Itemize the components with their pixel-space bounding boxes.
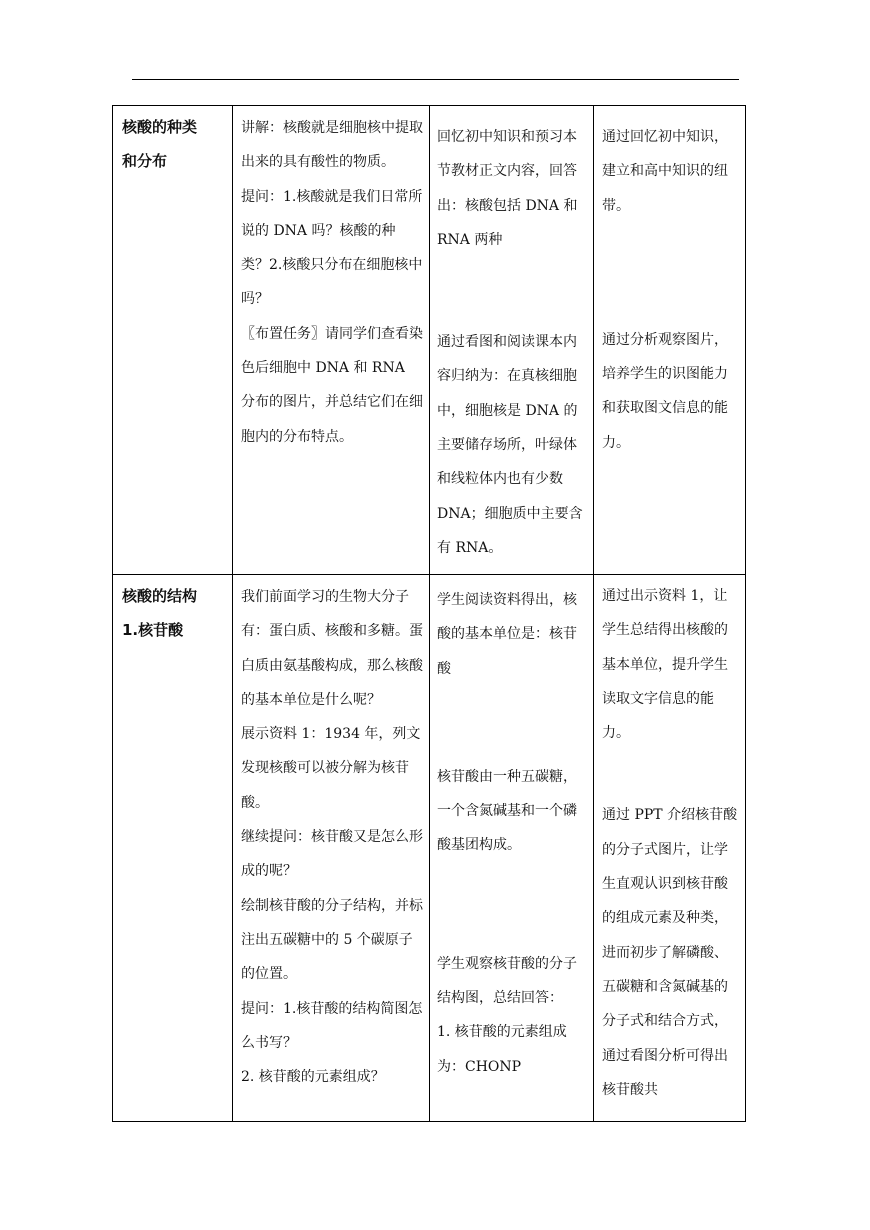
topic-cell bbox=[113, 575, 233, 1122]
intent-paragraph: 通过出示资料 1，让学生总结得出核酸的基本单位，提升学生读取文字信息的能力。 bbox=[602, 588, 728, 742]
teacher-activity-cell bbox=[233, 575, 430, 1122]
teacher-paragraph: 我们前面学习的生物大分子有：蛋白质、核酸和多糖。蛋白质由氨基酸构成，那么核酸的基本单位是什么呢？ bbox=[241, 589, 423, 708]
student-paragraph: 通过看图和阅读课本内容归纳为：在真核细胞中，细胞核是 DNA 的主要储存场所，叶绿体和线粒体内也有少数 DNA；细胞质中主要含有 RNA。 bbox=[437, 334, 583, 556]
design-intent-cell bbox=[594, 106, 746, 575]
topic-line: 核酸的种类 bbox=[122, 118, 198, 136]
topic-line: 和分布 bbox=[122, 152, 168, 171]
teacher-paragraph: 2. 核苷酸的元素组成？ bbox=[241, 1069, 385, 1086]
topic-line: 核酸的结构 bbox=[122, 587, 198, 605]
intent-paragraph: 通过 PPT 介绍核苷酸的分子式图片，让学生直观认识到核苷酸的组成元素及种类，进而初步了解磷酸、五碳糖和含氮碱基的分子式和结合方式，通过看图分析可得出核苷酸共 bbox=[602, 807, 738, 1098]
design-intent-cell bbox=[594, 575, 746, 1122]
student-paragraph: 学生观察核苷酸的分子结构图，总结回答： bbox=[437, 955, 577, 1007]
student-activity-cell bbox=[430, 106, 594, 575]
teacher-paragraph: 讲解：核酸就是细胞核中提取出来的具有酸性的物质。 bbox=[241, 120, 423, 171]
header-rule bbox=[132, 79, 739, 80]
teacher-paragraph: 继续提问：核苷酸又是怎么形成的呢？ bbox=[241, 829, 423, 880]
teacher-paragraph: 绘制核苷酸的分子结构，并标注出五碳糖中的 5 个碳原子的位置。 bbox=[241, 897, 423, 983]
teacher-paragraph: 提问：1.核酸就是我们日常所说的 DNA 吗？核酸的种类？2.核酸只分布在细胞核中吗？ bbox=[241, 188, 423, 308]
intent-paragraph: 通过分析观察图片，培养学生的识图能力和获取图文信息的能力。 bbox=[602, 331, 728, 451]
lesson-plan-table bbox=[112, 105, 746, 1122]
intent-paragraph: 通过回忆初中知识，建立和高中知识的纽带。 bbox=[602, 129, 728, 214]
student-paragraph: 核苷酸由一种五碳糖，一个含氮碱基和一个磷酸基团构成。 bbox=[437, 768, 577, 854]
topic-line: 1.核苷酸 bbox=[122, 621, 184, 640]
table-row bbox=[113, 575, 746, 1122]
teacher-activity-cell bbox=[233, 106, 430, 575]
student-paragraph: 学生阅读资料得出，核酸的基本单位是：核苷酸 bbox=[437, 592, 577, 677]
table-row bbox=[113, 106, 746, 575]
teacher-paragraph: 提问：1.核苷酸的结构简图怎么书写？ bbox=[241, 1000, 423, 1051]
student-paragraph: 1. 核苷酸的元素组成为：CHONP bbox=[437, 1024, 567, 1075]
topic-cell bbox=[113, 106, 233, 575]
student-activity-cell bbox=[430, 575, 594, 1122]
teacher-paragraph: 展示资料 1：1934 年，列文发现核酸可以被分解为核苷酸。 bbox=[241, 726, 421, 811]
teacher-paragraph: 〖布置任务〗请同学们查看染色后细胞中 DNA 和 RNA 分布的图片，并总结它们在细胞内的分布特点。 bbox=[241, 325, 423, 445]
student-paragraph: 回忆初中知识和预习本节教材正文内容，回答出：核酸包括 DNA 和 RNA 两种 bbox=[437, 129, 578, 248]
